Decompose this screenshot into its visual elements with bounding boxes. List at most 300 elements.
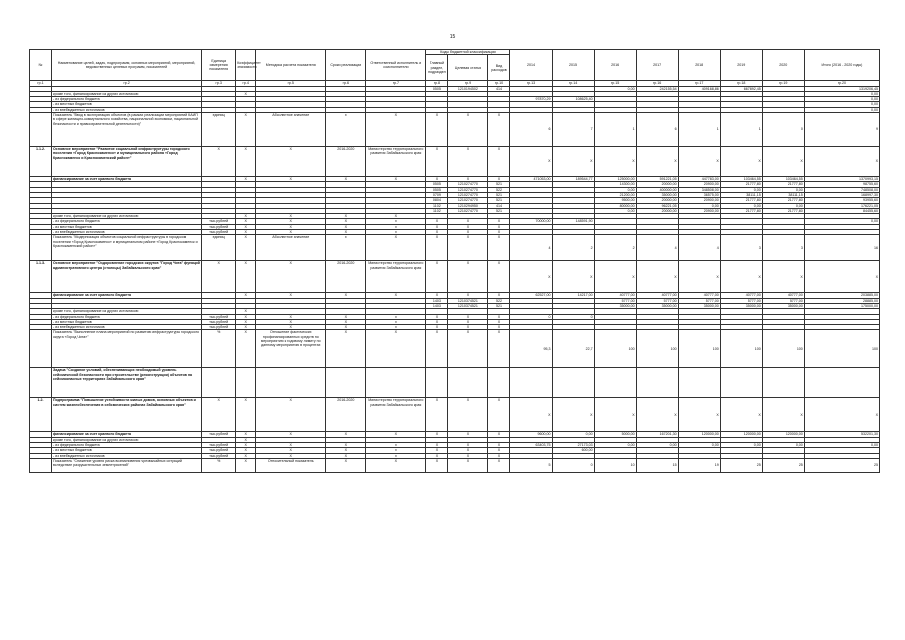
- table-cell: [30, 368, 52, 398]
- table-cell: 521: [488, 182, 510, 187]
- table-cell: 2016-2020: [326, 398, 366, 432]
- column-number-cell: гр.8: [426, 81, 448, 86]
- table-cell: 6: [510, 113, 552, 147]
- column-number-cell: гр.1: [30, 81, 52, 86]
- table-cell: X: [326, 330, 366, 368]
- table-cell: X: [448, 432, 488, 437]
- table-cell: 21777,80: [720, 208, 762, 213]
- table-cell: 22,7: [552, 330, 594, 368]
- table-cell: 35000,00: [678, 303, 720, 308]
- table-cell: 414: [488, 203, 510, 208]
- table-cell: X: [256, 325, 326, 330]
- table-cell: X: [366, 330, 426, 368]
- table-cell: X: [678, 261, 720, 293]
- table-cell: X: [448, 319, 488, 324]
- header-cell: Главный раздел, подраздел: [426, 55, 448, 81]
- table-cell: X: [202, 147, 236, 177]
- table-cell: X: [326, 177, 366, 182]
- table-cell: X: [202, 261, 236, 293]
- table-cell: X: [236, 293, 256, 298]
- table-cell: [636, 368, 678, 398]
- table-cell: 1: [720, 113, 762, 147]
- table-cell: 0: [552, 314, 594, 319]
- table-cell: X: [488, 113, 510, 147]
- table-cell: X: [236, 330, 256, 368]
- table-cell: 348508,00: [678, 187, 720, 192]
- table-cell: X: [488, 230, 510, 235]
- table-cell: X: [236, 432, 256, 437]
- table-cell: X: [236, 113, 256, 147]
- table-cell: X: [366, 432, 426, 437]
- table-cell: [236, 368, 256, 398]
- table-cell: X: [804, 261, 879, 293]
- table-cell: X: [552, 398, 594, 432]
- table-cell: [678, 368, 720, 398]
- table-row: [30, 368, 880, 398]
- table-cell: 38111,15: [762, 192, 804, 197]
- table-cell: x: [366, 448, 426, 453]
- table-cell: 15: [636, 458, 678, 472]
- table-cell: X: [426, 448, 448, 453]
- table-cell: X: [426, 453, 448, 458]
- table-row: [30, 235, 880, 261]
- table-cell: 96221,05: [636, 203, 678, 208]
- column-number-cell: гр.5: [256, 81, 326, 86]
- table-cell: [594, 368, 636, 398]
- table-cell: X: [326, 448, 366, 453]
- table-cell: X: [326, 443, 366, 448]
- table-row: [30, 113, 880, 147]
- table-cell: 414: [488, 86, 510, 91]
- table-cell: X: [236, 458, 256, 472]
- table-cell: 242155,54: [636, 86, 678, 91]
- table-cell: кроме того, финансирование из других источников:: [52, 309, 202, 314]
- table-cell: 28885,00: [804, 298, 879, 303]
- table-cell: 447783,00: [678, 177, 720, 182]
- table-cell: [762, 368, 804, 398]
- table-cell: X: [762, 147, 804, 177]
- table-cell: 0,00: [594, 86, 636, 91]
- header-cell: №: [30, 50, 52, 81]
- table-cell: 3: [720, 235, 762, 261]
- table-cell: 21777,80: [762, 198, 804, 203]
- header-cell: 2018: [678, 50, 720, 81]
- table-cell: X: [448, 325, 488, 330]
- table-cell: 100: [720, 330, 762, 368]
- table-cell: 168997,30: [804, 192, 879, 197]
- table-cell: единиц: [202, 235, 236, 261]
- table-cell: X: [448, 113, 488, 147]
- table-row: [30, 458, 880, 472]
- table-cell: 748508,00: [804, 187, 879, 192]
- table-cell: X: [366, 458, 426, 472]
- table-cell: 0: [552, 458, 594, 472]
- table-cell: x: [366, 314, 426, 319]
- table-cell: 1.1.3.: [30, 261, 52, 293]
- table-cell: X: [510, 398, 552, 432]
- table-cell: 21200,00: [594, 192, 636, 197]
- table-cell: тыс.рублей: [202, 230, 236, 235]
- table-cell: X: [426, 398, 448, 432]
- table-cell: 1210274770: [448, 198, 488, 203]
- table-cell: X: [448, 177, 488, 182]
- table-cell: финансирование за счет краевого бюджета: [52, 293, 202, 298]
- table-cell: 0,00: [552, 432, 594, 437]
- table-cell: Отношение фактических профинансированных средств по мероприятию к годовому лимиту по данному мероприятию в процентах: [256, 330, 326, 368]
- table-cell: 1370993,15: [804, 177, 879, 182]
- table-cell: 189544,77: [552, 177, 594, 182]
- table-cell: X: [426, 113, 448, 147]
- table-row: [30, 261, 880, 293]
- budget-table-wrapper: [29, 49, 880, 473]
- table-cell: [426, 368, 448, 398]
- table-cell: X: [256, 314, 326, 319]
- table-cell: X: [488, 177, 510, 182]
- table-cell: кроме того, финансирование из других источников:: [52, 437, 202, 442]
- table-cell: X: [448, 453, 488, 458]
- table-cell: X: [448, 147, 488, 177]
- table-cell: X: [488, 432, 510, 437]
- table-cell: X: [594, 147, 636, 177]
- header-cell: 2019: [720, 50, 762, 81]
- table-cell: X: [488, 319, 510, 324]
- table-cell: 0,00: [804, 91, 879, 96]
- table-cell: X: [426, 219, 448, 224]
- table-cell: X: [256, 398, 326, 432]
- table-cell: 148591,90: [552, 219, 594, 224]
- table-cell: 100: [804, 330, 879, 368]
- table-cell: Задача "Создание условий, обеспечивающих необходимый уровень сейсмической безопасности при строительстве (реконструкции) объектов на сейсмоопасных территориях Забайкальского края": [52, 368, 202, 398]
- table-cell: 0505: [426, 86, 448, 91]
- table-cell: 36575,00: [678, 192, 720, 197]
- table-cell: 1.1.2.: [30, 147, 52, 177]
- table-cell: 1210274770: [448, 208, 488, 213]
- header-cell: Итого (2016 - 2020 годы): [804, 50, 879, 81]
- header-cell: 2015: [552, 50, 594, 81]
- header-cell: Целевая статья: [448, 55, 488, 81]
- table-cell: 175000,00: [804, 303, 879, 308]
- table-cell: 667892,45: [720, 86, 762, 91]
- table-cell: 176221,05: [804, 203, 879, 208]
- table-cell: 10: [594, 458, 636, 472]
- table-cell: Показатель "Модернизация объектов социальной инфраструктуры в городском поселении «Город Краснокаменск» и муниципальном районе «Город Краснокаменск и Краснокаменский район»": [52, 235, 202, 261]
- table-cell: X: [426, 261, 448, 293]
- header-cell: Ответственный исполнитель и соисполнители: [366, 50, 426, 81]
- table-cell: 409168,86: [678, 86, 720, 91]
- table-cell: X: [448, 398, 488, 432]
- table-cell: X: [426, 432, 448, 437]
- table-cell: 0,00: [678, 443, 720, 448]
- table-cell: X: [426, 293, 448, 298]
- table-cell: 100: [678, 330, 720, 368]
- table-cell: X: [552, 147, 594, 177]
- header-cell: 2014: [510, 50, 552, 81]
- table-cell: X: [762, 398, 804, 432]
- table-cell: X: [326, 214, 366, 219]
- column-number-cell: гр.20: [804, 81, 879, 86]
- table-cell: X: [236, 147, 256, 177]
- table-cell: 1210294950: [448, 203, 488, 208]
- table-cell: X: [488, 224, 510, 229]
- table-cell: тыс.рублей: [202, 325, 236, 330]
- column-number-cell: гр.16: [636, 81, 678, 86]
- table-cell: 3: [762, 235, 804, 261]
- column-number-cell: гр.17: [678, 81, 720, 86]
- table-cell: 20000,00: [636, 182, 678, 187]
- table-cell: X: [256, 224, 326, 229]
- table-cell: X: [256, 261, 326, 293]
- table-cell: X: [236, 177, 256, 182]
- table-cell: 0804: [426, 198, 448, 203]
- table-cell: X: [552, 261, 594, 293]
- table-cell: x: [326, 113, 366, 147]
- table-cell: X: [678, 398, 720, 432]
- table-cell: X: [236, 230, 256, 235]
- table-cell: X: [326, 458, 366, 472]
- table-cell: X: [448, 314, 488, 319]
- table-cell: 7: [552, 113, 594, 147]
- table-cell: X: [236, 314, 256, 319]
- table-cell: X: [488, 261, 510, 293]
- table-cell: X: [256, 453, 326, 458]
- table-cell: 521: [488, 208, 510, 213]
- table-cell: X: [448, 230, 488, 235]
- table-cell: 0,00: [762, 203, 804, 208]
- table-cell: X: [720, 147, 762, 177]
- table-cell: 1210274770: [448, 192, 488, 197]
- table-cell: 120000,00: [762, 432, 804, 437]
- table-cell: 1102: [426, 208, 448, 213]
- page-number: 15: [449, 34, 456, 40]
- table-cell: X: [448, 448, 488, 453]
- table-cell: X: [236, 224, 256, 229]
- column-number-cell: гр.14: [552, 81, 594, 86]
- table-cell: X: [426, 319, 448, 324]
- column-number-cell: гр.3: [202, 81, 236, 86]
- table-cell: X: [488, 448, 510, 453]
- table-cell: 1210274770: [448, 182, 488, 187]
- table-row: [30, 147, 880, 177]
- table-cell: 0,00: [594, 208, 636, 213]
- table-cell: 103464,55: [720, 177, 762, 182]
- table-cell: 521: [488, 192, 510, 197]
- table-cell: X: [488, 235, 510, 261]
- table-cell: кроме того, финансирование из других источников:: [52, 214, 202, 219]
- table-cell: тыс.рублей: [202, 219, 236, 224]
- table-body: [30, 86, 880, 472]
- table-cell: X: [326, 219, 366, 224]
- column-number-cell: гр.10: [488, 81, 510, 86]
- table-cell: 0,00: [594, 187, 636, 192]
- table-cell: x: [326, 235, 366, 261]
- table-cell: 591221,05: [636, 177, 678, 182]
- table-cell: 1102: [426, 203, 448, 208]
- table-cell: тыс.рублей: [202, 432, 236, 437]
- table-cell: 5777,00: [636, 298, 678, 303]
- table-cell: X: [326, 453, 366, 458]
- table-cell: 400000,00: [636, 187, 678, 192]
- table-cell: %: [202, 330, 236, 368]
- table-cell: X: [636, 398, 678, 432]
- table-cell: X: [256, 432, 326, 437]
- table-cell: 532201,30: [804, 432, 879, 437]
- table-cell: X: [256, 177, 326, 182]
- table-cell: X: [326, 293, 366, 298]
- table-cell: X: [236, 437, 256, 442]
- header-cell: Вид расходов: [488, 55, 510, 81]
- table-cell: X: [426, 235, 448, 261]
- table-cell: тыс.рублей: [202, 443, 236, 448]
- table-cell: %: [202, 458, 236, 472]
- table-cell: 203885,00: [804, 293, 879, 298]
- table-cell: 25: [762, 458, 804, 472]
- table-cell: X: [488, 330, 510, 368]
- table-cell: X: [448, 219, 488, 224]
- table-cell: X: [488, 219, 510, 224]
- table-cell: 4: [678, 235, 720, 261]
- table-cell: X: [236, 319, 256, 324]
- table-cell: - из местных бюджетов: [52, 319, 202, 324]
- table-header: [30, 50, 880, 87]
- table-cell: 5777,00: [594, 298, 636, 303]
- table-cell: - из внебюджетных источников: [52, 325, 202, 330]
- table-cell: - из местных бюджетов: [52, 224, 202, 229]
- table-cell: X: [448, 330, 488, 368]
- table-cell: 35000,00: [594, 303, 636, 308]
- table-cell: тыс.рублей: [202, 319, 236, 324]
- table-cell: 0,00: [720, 187, 762, 192]
- table-cell: 100: [594, 330, 636, 368]
- table-cell: X: [720, 261, 762, 293]
- table-cell: 5777,00: [678, 298, 720, 303]
- table-cell: 21777,80: [720, 182, 762, 187]
- table-cell: X: [326, 325, 366, 330]
- table-cell: единиц: [202, 113, 236, 147]
- table-cell: 108625,40: [552, 97, 594, 102]
- table-cell: Показатель "Выполнение плана мероприятий по развитию инфраструктуры городского округа «Город Чита»": [52, 330, 202, 368]
- table-cell: тыс.рублей: [202, 314, 236, 319]
- table-cell: X: [448, 458, 488, 472]
- table-cell: 63403,75: [510, 443, 552, 448]
- table-cell: 9: [804, 113, 879, 147]
- table-cell: - из местных бюджетов: [52, 102, 202, 107]
- table-cell: X: [488, 398, 510, 432]
- table-cell: 4: [510, 235, 552, 261]
- table-cell: X: [236, 261, 256, 293]
- table-cell: 0709: [426, 192, 448, 197]
- table-cell: 95,3: [510, 330, 552, 368]
- table-cell: Абсолютное значение: [256, 235, 326, 261]
- column-number-cell: гр.9: [448, 81, 488, 86]
- table-cell: X: [256, 147, 326, 177]
- table-cell: 35000,00: [636, 192, 678, 197]
- table-cell: [202, 368, 236, 398]
- table-cell: X: [426, 230, 448, 235]
- table-cell: X: [636, 147, 678, 177]
- table-cell: X: [448, 261, 488, 293]
- table-cell: [30, 235, 52, 261]
- table-cell: X: [426, 325, 448, 330]
- table-cell: 1210374521: [448, 303, 488, 308]
- table-cell: X: [256, 214, 326, 219]
- header-cell: Сроки реализации: [326, 50, 366, 81]
- table-cell: X: [256, 293, 326, 298]
- table-cell: X: [236, 309, 256, 314]
- table-cell: 0,00: [804, 97, 879, 102]
- table-cell: [448, 368, 488, 398]
- table-cell: [488, 368, 510, 398]
- table-cell: 40777,00: [636, 293, 678, 298]
- table-cell: 0,00: [720, 203, 762, 208]
- table-cell: 103464,55: [762, 177, 804, 182]
- table-cell: 9500,00: [594, 198, 636, 203]
- table-cell: - из федерального бюджета: [52, 97, 202, 102]
- table-cell: X: [236, 448, 256, 453]
- table-cell: 2016-2020: [326, 261, 366, 293]
- table-cell: X: [426, 147, 448, 177]
- column-number-cell: гр.18: [720, 81, 762, 86]
- table-cell: 5: [510, 458, 552, 472]
- table-cell: [30, 458, 52, 472]
- table-cell: x: [366, 443, 426, 448]
- table-cell: 1403: [426, 298, 448, 303]
- table-cell: 2: [552, 235, 594, 261]
- table-cell: x: [366, 230, 426, 235]
- table-cell: 0,00: [720, 443, 762, 448]
- table-cell: X: [488, 325, 510, 330]
- table-cell: 100: [636, 330, 678, 368]
- table-cell: 0,00: [762, 187, 804, 192]
- table-cell: 38111,15: [720, 192, 762, 197]
- table-cell: [30, 113, 52, 147]
- table-cell: 0,00: [636, 443, 678, 448]
- table-cell: X: [488, 453, 510, 458]
- table-cell: X: [510, 147, 552, 177]
- table-cell: X: [488, 458, 510, 472]
- column-number-cell: гр.6: [326, 81, 366, 86]
- table-cell: 40777,00: [678, 293, 720, 298]
- table-cell: Министерство территориального развития Забайкальского края: [366, 147, 426, 177]
- table-cell: Основное мероприятие "Развитие социальной инфраструктуры городского поселения «Город Краснокаменск» и муниципального района «Город Краснокаменск и Краснокаменский район»": [52, 147, 202, 177]
- table-cell: X: [326, 230, 366, 235]
- table-cell: X: [256, 443, 326, 448]
- table-cell: [552, 368, 594, 398]
- table-cell: [510, 368, 552, 398]
- table-cell: X: [488, 147, 510, 177]
- table-cell: 600,00: [552, 448, 594, 453]
- table-cell: X: [448, 293, 488, 298]
- table-cell: x: [366, 453, 426, 458]
- table-cell: финансирование за счет краевого бюджета: [52, 432, 202, 437]
- table-cell: X: [594, 261, 636, 293]
- table-row: [30, 398, 880, 432]
- table-cell: 70000,00: [510, 219, 552, 224]
- table-cell: x: [366, 219, 426, 224]
- table-cell: 14217,00: [552, 293, 594, 298]
- table-cell: X: [510, 261, 552, 293]
- table-cell: X: [366, 113, 426, 147]
- table-cell: 20000,00: [636, 208, 678, 213]
- table-cell: X: [326, 319, 366, 324]
- table-cell: Показатель "Снижение уровня риска возникновения чрезвычайных ситуаций вследствие разрушительных землетрясений": [52, 458, 202, 472]
- header-cell: Наименование целей, задач, подпрограмм, основных мероприятий, мероприятий, ведомственных целевых программ, показателей: [52, 50, 202, 81]
- table-cell: [366, 368, 426, 398]
- table-cell: 20000,00: [636, 198, 678, 203]
- table-cell: Абсолютное значение: [256, 113, 326, 147]
- table-cell: X: [488, 314, 510, 319]
- table-cell: 93955,60: [804, 198, 879, 203]
- table-cell: 40777,00: [720, 293, 762, 298]
